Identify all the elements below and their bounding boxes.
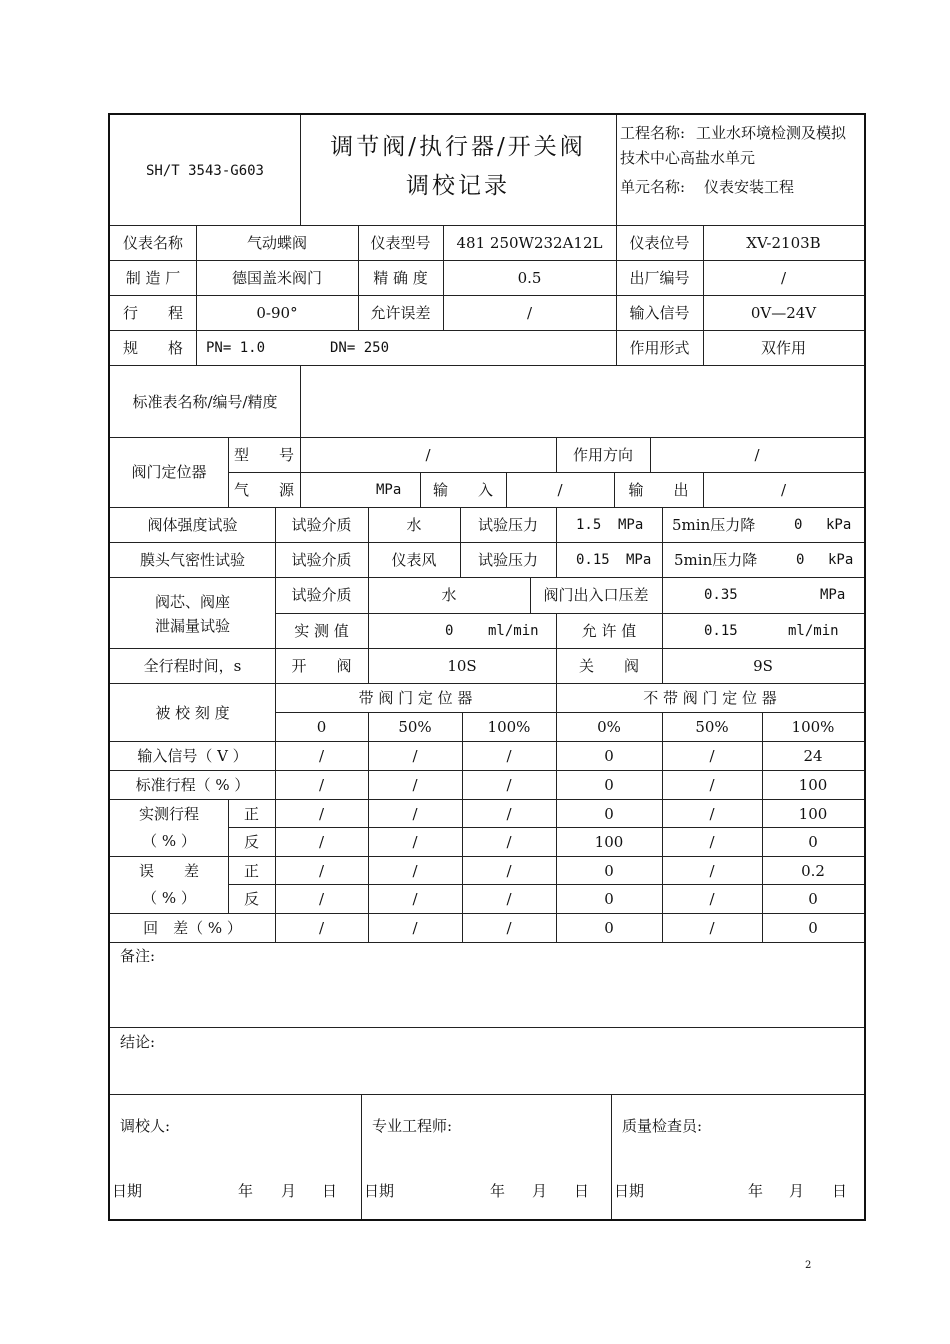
project-name-line2: 技术中心高盐水单元 bbox=[620, 149, 756, 167]
table-cell: 0 bbox=[808, 833, 818, 851]
table-cell: / bbox=[506, 919, 512, 937]
leakage-test-label-line1: 阀芯、阀座 bbox=[154, 593, 230, 611]
leak-measured-value: 0 bbox=[445, 623, 454, 639]
leak-allowed-unit: ml/min bbox=[788, 623, 839, 639]
project-name-label: 工程名称: bbox=[620, 124, 686, 142]
scale-column-header: 100% bbox=[791, 718, 835, 736]
rule bbox=[662, 613, 663, 648]
rule bbox=[110, 260, 864, 261]
scale-column-header: 50% bbox=[695, 718, 729, 736]
date-label: 日期 bbox=[112, 1182, 143, 1200]
action-type-label: 作用形式 bbox=[629, 339, 690, 357]
rule bbox=[110, 799, 864, 800]
scale-column-header: 100% bbox=[487, 718, 531, 736]
spec-pn: PN= 1.0 bbox=[206, 340, 266, 356]
table-cell: / bbox=[506, 890, 512, 908]
actual-stroke-unit: （ % ） bbox=[142, 832, 196, 850]
table-cell: 100 bbox=[594, 833, 624, 851]
table-cell: / bbox=[412, 776, 418, 794]
leakage-test-label-line2: 泄漏量试验 bbox=[154, 617, 230, 635]
table-cell: 0 bbox=[808, 890, 818, 908]
serial-number-value: / bbox=[780, 269, 787, 287]
airtight-drop-unit: kPa bbox=[828, 552, 854, 568]
engineer-label: 专业工程师: bbox=[372, 1117, 453, 1135]
strength-medium-value: 水 bbox=[406, 516, 422, 534]
instrument-name-label: 仪表名称 bbox=[122, 234, 183, 252]
instrument-tag-value: XV-2103B bbox=[746, 234, 821, 252]
positioner-input-label: 输 入 bbox=[432, 481, 493, 499]
instrument-model-label: 仪表型号 bbox=[370, 234, 431, 252]
table-cell: 0 bbox=[604, 805, 614, 823]
rule bbox=[275, 712, 864, 713]
without-positioner-header: 不 带 阀 门 定 位 器 bbox=[643, 689, 777, 707]
error-label: 误 差 bbox=[138, 862, 199, 880]
error-unit: （ % ） bbox=[142, 889, 196, 907]
open-label: 开 阀 bbox=[291, 657, 352, 675]
rule bbox=[556, 507, 557, 577]
rule bbox=[275, 613, 864, 614]
table-cell: / bbox=[506, 862, 512, 880]
table-cell: / bbox=[709, 890, 715, 908]
forward-label: 正 bbox=[243, 805, 259, 823]
positioner-output-label: 输 出 bbox=[628, 481, 689, 499]
rule bbox=[110, 770, 864, 771]
year-label: 年 bbox=[490, 1182, 506, 1200]
table-cell: / bbox=[412, 862, 418, 880]
table-cell: / bbox=[412, 833, 418, 851]
calibrator-label: 调校人: bbox=[120, 1117, 171, 1135]
rule bbox=[110, 507, 864, 508]
leak-allowed-label: 允 许 值 bbox=[581, 622, 637, 640]
rule bbox=[110, 1094, 864, 1095]
with-positioner-header: 带 阀 门 定 位 器 bbox=[358, 689, 473, 707]
strength-medium-label: 试验介质 bbox=[291, 516, 352, 534]
airtight-pressure-label: 试验压力 bbox=[477, 551, 538, 569]
table-cell: / bbox=[412, 890, 418, 908]
airtight-medium-value: 仪表风 bbox=[391, 551, 437, 569]
table-cell: / bbox=[318, 833, 325, 851]
rule bbox=[110, 295, 864, 296]
input-signal-row-label: 输入信号（ V ） bbox=[137, 747, 248, 765]
action-direction-label: 作用方向 bbox=[572, 446, 633, 464]
table-cell: 0 bbox=[604, 890, 614, 908]
table-cell: / bbox=[318, 747, 325, 765]
table-cell: 0 bbox=[604, 862, 614, 880]
table-cell: / bbox=[318, 919, 325, 937]
input-signal-label: 输入信号 bbox=[629, 304, 690, 322]
forward-label: 正 bbox=[243, 862, 259, 880]
leak-allowed-value: 0.15 bbox=[704, 623, 738, 639]
month-label: 月 bbox=[789, 1182, 805, 1200]
leak-medium-value: 水 bbox=[441, 586, 457, 604]
airtight-drop-value: 0 bbox=[796, 552, 805, 568]
table-cell: / bbox=[506, 805, 512, 823]
rule bbox=[300, 365, 301, 507]
table-cell: 100 bbox=[798, 805, 828, 823]
year-label: 年 bbox=[748, 1182, 764, 1200]
table-cell: / bbox=[709, 747, 715, 765]
table-cell: / bbox=[318, 776, 325, 794]
table-cell: 24 bbox=[803, 747, 823, 765]
rule bbox=[110, 542, 864, 543]
airtight-medium-label: 试验介质 bbox=[291, 551, 352, 569]
table-cell: / bbox=[506, 776, 512, 794]
actual-stroke-label: 实测行程 bbox=[138, 805, 199, 823]
inspector-label: 质量检查员: bbox=[622, 1117, 703, 1135]
rule bbox=[361, 1094, 362, 1219]
rule bbox=[110, 1027, 864, 1028]
air-supply-unit: MPa bbox=[376, 482, 402, 498]
table-cell: / bbox=[318, 890, 325, 908]
strength-drop-value: 0 bbox=[794, 517, 803, 533]
table-cell: 0 bbox=[604, 747, 614, 765]
close-time-value: 9S bbox=[753, 657, 773, 675]
table-cell: 0 bbox=[808, 919, 818, 937]
accuracy-value: 0.5 bbox=[517, 269, 542, 287]
spec-dn: DN= 250 bbox=[330, 340, 390, 356]
stroke-label: 行 程 bbox=[122, 304, 183, 322]
stroke-value: 0-90° bbox=[256, 304, 298, 322]
rule bbox=[228, 472, 864, 473]
action-type-value: 双作用 bbox=[760, 339, 806, 357]
table-cell: / bbox=[709, 805, 715, 823]
scale-column-header: 0 bbox=[316, 718, 327, 736]
rule bbox=[611, 1094, 612, 1219]
table-cell: / bbox=[506, 747, 512, 765]
spec-label: 规 格 bbox=[122, 339, 183, 357]
airtight-test-label: 膜头气密性试验 bbox=[139, 551, 245, 569]
rule bbox=[110, 913, 864, 914]
month-label: 月 bbox=[532, 1182, 548, 1200]
table-cell: / bbox=[318, 805, 325, 823]
scale-column-header: 0% bbox=[597, 718, 621, 736]
table-cell: / bbox=[709, 862, 715, 880]
positioner-input-value: / bbox=[557, 481, 563, 499]
page-number: 2 bbox=[805, 1260, 812, 1271]
form-title-line2: 调校记录 bbox=[406, 173, 510, 199]
positioner-output-value: / bbox=[780, 481, 787, 499]
form-title-line1: 调节阀/执行器/开关阀 bbox=[330, 134, 586, 160]
day-label: 日 bbox=[832, 1182, 848, 1200]
leak-measured-label: 实 测 值 bbox=[294, 622, 349, 640]
rule bbox=[110, 330, 864, 331]
year-label: 年 bbox=[238, 1182, 254, 1200]
pressure-diff-label: 阀门出入口压差 bbox=[543, 586, 649, 604]
leak-medium-label: 试验介质 bbox=[291, 586, 352, 604]
airtight-drop-label: 5min压力降 bbox=[674, 551, 758, 569]
month-label: 月 bbox=[281, 1182, 297, 1200]
rule bbox=[110, 437, 864, 438]
day-label: 日 bbox=[574, 1182, 590, 1200]
rule bbox=[110, 856, 864, 857]
rule bbox=[110, 741, 864, 742]
full-stroke-time-label: 全行程时间，s bbox=[143, 657, 242, 675]
table-cell: / bbox=[412, 805, 418, 823]
table-cell: 0.2 bbox=[801, 862, 825, 880]
reverse-label: 反 bbox=[243, 890, 259, 908]
leak-measured-unit: ml/min bbox=[488, 623, 539, 639]
table-cell: / bbox=[412, 747, 418, 765]
unit-name-value: 仪表安装工程 bbox=[704, 178, 795, 196]
instrument-model-value: 481 250W232A12L bbox=[456, 234, 603, 252]
strength-pressure-label: 试验压力 bbox=[477, 516, 538, 534]
standard-stroke-row-label: 标准行程（ % ） bbox=[135, 776, 250, 794]
table-cell: / bbox=[709, 919, 715, 937]
unit-name-label: 单元名称: bbox=[620, 178, 686, 196]
open-time-value: 10S bbox=[447, 657, 477, 675]
table-cell: / bbox=[506, 833, 512, 851]
accuracy-label: 精 确 度 bbox=[373, 269, 428, 287]
action-direction-value: / bbox=[754, 446, 760, 464]
table-cell: / bbox=[709, 833, 715, 851]
serial-number-label: 出厂编号 bbox=[629, 269, 690, 287]
conclusion-label: 结论: bbox=[120, 1033, 156, 1051]
instrument-name-value: 气动蝶阀 bbox=[246, 234, 307, 252]
table-cell: 0 bbox=[604, 776, 614, 794]
pressure-diff-value: 0.35 bbox=[704, 587, 738, 603]
rule bbox=[110, 942, 864, 943]
rule bbox=[228, 884, 864, 885]
air-supply-label: 气 源 bbox=[233, 481, 294, 499]
hysteresis-row-label: 回 差（ % ） bbox=[143, 919, 242, 937]
reverse-label: 反 bbox=[243, 833, 259, 851]
strength-drop-label: 5min压力降 bbox=[672, 516, 756, 534]
table-cell: / bbox=[709, 776, 715, 794]
calibration-scale-label: 被 校 刻 度 bbox=[155, 704, 230, 722]
remarks-label: 备注: bbox=[120, 947, 156, 965]
close-label: 关 阀 bbox=[578, 657, 639, 675]
pressure-diff-unit: MPa bbox=[820, 587, 846, 603]
strength-test-label: 阀体强度试验 bbox=[147, 516, 238, 534]
standard-code: SH/T 3543-G603 bbox=[145, 163, 264, 179]
input-signal-value: 0V—24V bbox=[750, 304, 817, 322]
table-cell: 100 bbox=[798, 776, 828, 794]
instrument-tag-label: 仪表位号 bbox=[629, 234, 690, 252]
rule bbox=[616, 115, 617, 225]
standard-meter-label: 标准表名称/编号/精度 bbox=[132, 393, 278, 411]
table-cell: 0 bbox=[604, 919, 614, 937]
airtight-pressure-value: 0.15 bbox=[576, 552, 610, 568]
airtight-pressure-unit: MPa bbox=[626, 552, 652, 568]
strength-drop-unit: kPa bbox=[826, 517, 852, 533]
day-label: 日 bbox=[322, 1182, 338, 1200]
date-label: 日期 bbox=[614, 1182, 645, 1200]
rule bbox=[110, 648, 864, 649]
positioner-model-value: / bbox=[425, 446, 431, 464]
positioner-label: 阀门定位器 bbox=[131, 463, 207, 481]
rule bbox=[662, 507, 663, 577]
table-cell: / bbox=[412, 919, 418, 937]
manufacturer-value: 德国盖米阀门 bbox=[231, 269, 322, 287]
date-label: 日期 bbox=[364, 1182, 395, 1200]
manufacturer-label: 制 造 厂 bbox=[125, 269, 181, 287]
strength-pressure-unit: MPa bbox=[618, 517, 644, 533]
strength-pressure-value: 1.5 bbox=[576, 517, 602, 533]
allowed-error-label: 允许误差 bbox=[370, 304, 431, 322]
rule bbox=[110, 577, 864, 578]
positioner-model-label: 型 号 bbox=[233, 446, 294, 464]
rule bbox=[228, 827, 864, 828]
allowed-error-value: / bbox=[526, 304, 533, 322]
table-cell: / bbox=[318, 862, 325, 880]
scale-column-header: 50% bbox=[398, 718, 432, 736]
rule bbox=[110, 683, 864, 684]
project-name-line1: 工业水环境检测及模拟 bbox=[696, 124, 847, 142]
rule bbox=[110, 225, 864, 226]
rule bbox=[662, 577, 663, 613]
rule bbox=[110, 365, 864, 366]
